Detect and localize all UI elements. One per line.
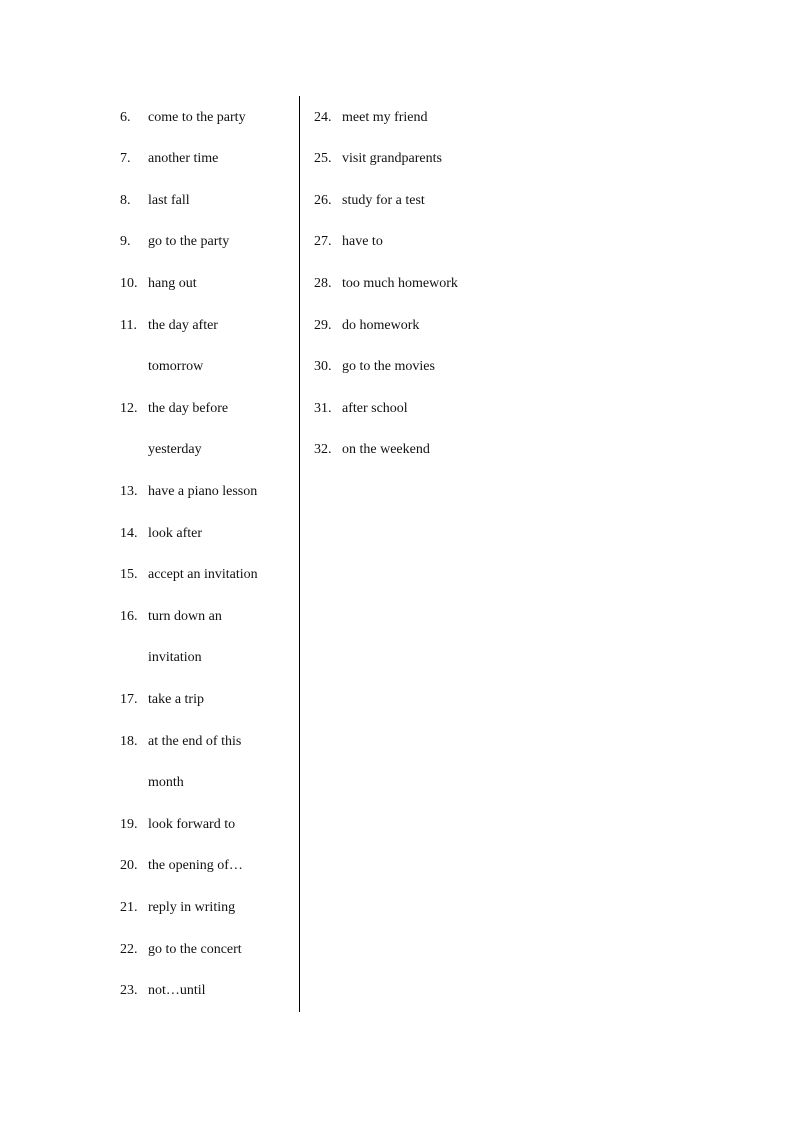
phrase-item-19 [120, 816, 235, 834]
item-number: 22. [120, 942, 138, 957]
phrase-text: hang out [148, 276, 197, 291]
phrase-text: last fall [148, 193, 190, 208]
phrase-text: at the end of this [148, 734, 242, 749]
phrase-item-18 [120, 733, 241, 751]
item-number: 29. [314, 318, 332, 333]
phrase-item-16 [120, 608, 222, 626]
phrase-text: go to the concert [148, 942, 242, 957]
item-number: 11. [120, 318, 137, 333]
phrase-item-13 [120, 483, 257, 501]
phrase-text: another time [148, 151, 219, 166]
item-number: 16. [120, 609, 138, 624]
item-number: 17. [120, 692, 138, 707]
phrase-item-31 [314, 400, 408, 418]
phrase-item-23 [120, 982, 206, 1000]
phrase-text: reply in writing [148, 900, 236, 915]
item-number: 6. [120, 110, 131, 125]
phrase-item-32 [314, 441, 430, 459]
item-number: 26. [314, 193, 332, 208]
phrase-continuation: month [148, 775, 184, 790]
phrase-text: come to the party [148, 110, 246, 125]
column-divider [299, 96, 300, 1012]
item-number: 18. [120, 734, 138, 749]
phrase-item-17 [120, 691, 204, 709]
item-number: 14. [120, 526, 138, 541]
phrase-text: on the weekend [342, 442, 430, 457]
phrase-text: the day after [148, 318, 218, 333]
phrase-text: have a piano lesson [148, 484, 258, 499]
phrase-item-29 [314, 317, 419, 335]
item-number: 24. [314, 110, 332, 125]
phrase-item-20 [120, 857, 243, 875]
phrase-text: after school [342, 401, 408, 416]
item-number: 32. [314, 442, 332, 457]
phrase-text: go to the movies [342, 359, 435, 374]
phrase-item-24 [314, 109, 428, 127]
phrase-continuation: tomorrow [148, 359, 204, 374]
phrase-text: have to [342, 234, 383, 249]
item-number: 7. [120, 151, 131, 166]
phrase-text: take a trip [148, 692, 204, 707]
phrase-item-8 [120, 192, 190, 210]
phrase-item-21 [120, 899, 235, 917]
phrase-text: look forward to [148, 817, 236, 832]
phrase-text: meet my friend [342, 110, 428, 125]
item-number: 28. [314, 276, 332, 291]
phrase-item-22 [120, 941, 242, 959]
item-number: 19. [120, 817, 138, 832]
phrase-text: the day before [148, 401, 229, 416]
phrase-item-28 [314, 275, 458, 293]
phrase-text: go to the party [148, 234, 230, 249]
phrase-text: turn down an [148, 609, 222, 624]
phrase-item-27 [314, 233, 383, 251]
item-number: 9. [120, 234, 131, 249]
phrase-item-11 [120, 317, 218, 335]
phrase-item-10 [120, 275, 197, 293]
phrase-item-7 [120, 150, 218, 168]
phrase-text: do homework [342, 318, 420, 333]
phrase-text: visit grandparents [342, 151, 442, 166]
phrase-text: too much homework [342, 276, 458, 291]
phrase-item-15 [120, 566, 258, 584]
item-number: 30. [314, 359, 332, 374]
phrase-item-25 [314, 150, 442, 168]
phrase-text: accept an invitation [148, 567, 258, 582]
phrase-continuation: invitation [148, 650, 202, 665]
item-number: 13. [120, 484, 138, 499]
phrase-item-26 [314, 192, 425, 210]
item-number: 8. [120, 193, 131, 208]
phrase-text: the opening of… [148, 858, 243, 873]
phrase-item-30 [314, 358, 435, 376]
phrase-text: study for a test [342, 193, 425, 208]
phrase-text: not…until [148, 983, 206, 998]
item-number: 10. [120, 276, 138, 291]
item-number: 23. [120, 983, 138, 998]
item-number: 20. [120, 858, 138, 873]
phrase-item-14 [120, 525, 202, 543]
phrase-item-6 [120, 109, 246, 127]
phrase-continuation: yesterday [148, 442, 202, 457]
item-number: 27. [314, 234, 332, 249]
item-number: 15. [120, 567, 138, 582]
phrase-text: look after [148, 526, 203, 541]
phrase-item-9 [120, 233, 229, 251]
item-number: 21. [120, 900, 138, 915]
phrase-item-12 [120, 400, 228, 418]
item-number: 25. [314, 151, 332, 166]
item-number: 31. [314, 401, 332, 416]
item-number: 12. [120, 401, 138, 416]
